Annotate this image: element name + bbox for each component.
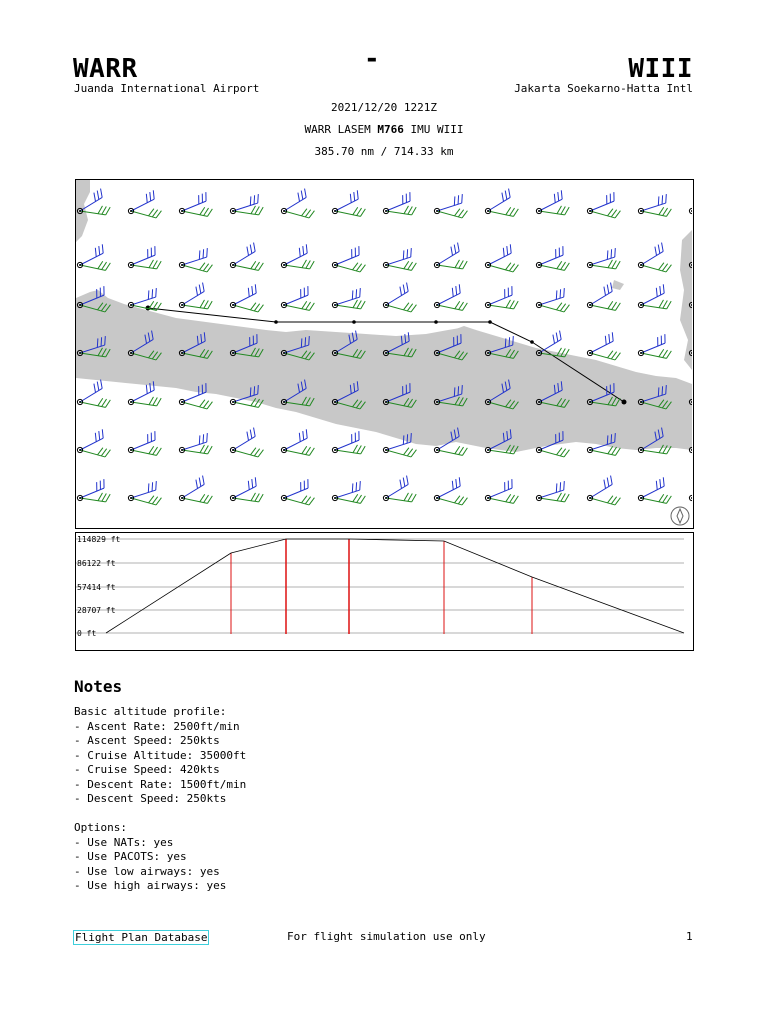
profile-gridlines — [76, 539, 684, 633]
wind-barb-icon — [485, 244, 518, 272]
wind-barb-icon — [281, 479, 314, 505]
route-waypoint — [622, 400, 627, 405]
wind-barb-icon — [332, 431, 365, 454]
wind-barb-icon — [638, 284, 671, 309]
altitude-profile-svg — [76, 533, 692, 649]
footer-disclaimer: For flight simulation use only — [287, 930, 486, 943]
wind-barb-icon — [587, 332, 620, 360]
altitude-label: 86122 ft — [77, 559, 116, 568]
notes-line: - Use high airways: yes — [74, 879, 227, 892]
altitude-profile-line — [106, 539, 684, 633]
land-bangka-island — [612, 280, 624, 290]
wind-barb-icon — [77, 429, 110, 457]
notes-line: Options: — [74, 821, 127, 834]
wind-barb-icon — [230, 477, 263, 502]
wind-barb-icon — [587, 248, 620, 269]
land-java — [76, 290, 692, 452]
wind-barb-icon — [332, 190, 365, 216]
wind-barb-icon — [638, 194, 671, 216]
wind-barb-icon — [179, 192, 212, 216]
wind-barb-icon — [281, 429, 314, 455]
notes-line: - Use PACOTS: yes — [74, 850, 187, 863]
wind-barb-icon — [536, 246, 569, 270]
wind-barb-icon — [332, 288, 365, 309]
wind-barb-icon — [383, 248, 416, 270]
wind-barb-icon — [485, 286, 518, 309]
route-airway: M766 — [377, 123, 404, 136]
wind-barb-icon — [77, 244, 110, 270]
wind-barb-icon — [536, 288, 569, 312]
wind-barb-icon — [383, 476, 416, 502]
flight-plan-database-link[interactable]: Flight Plan Database — [75, 931, 208, 944]
wind-barb-icon — [434, 243, 467, 269]
wind-barb-icon — [638, 477, 671, 503]
route-separator: - — [364, 44, 381, 74]
notes-line: - Cruise Altitude: 35000ft — [74, 749, 247, 762]
notes-line: - Descent Speed: 250kts — [74, 792, 227, 805]
wind-barb-icon — [383, 192, 416, 215]
notes-line: - Descent Rate: 1500ft/min — [74, 778, 247, 791]
wind-barb-icon — [485, 479, 518, 503]
arrival-code: WIII — [628, 54, 693, 84]
wind-barb-icon — [638, 243, 671, 272]
notes-line: - Ascent Speed: 250kts — [74, 734, 220, 747]
wind-barb-icon — [485, 189, 518, 217]
wind-barb-icon — [179, 433, 212, 454]
route-map-svg — [76, 180, 692, 527]
wind-barb-icon — [383, 283, 416, 312]
route-string — [0, 123, 768, 136]
flight-date: 2021/12/20 1221Z — [331, 101, 437, 114]
wind-barb-icon — [689, 189, 692, 215]
wind-barb-icon — [128, 246, 161, 269]
wind-barb-icon — [281, 189, 314, 218]
notes-line: - Ascent Rate: 2500ft/min — [74, 720, 240, 733]
notes-line: - Use NATs: yes — [74, 836, 174, 849]
route-distance: 385.70 nm / 714.33 km — [314, 145, 454, 158]
notes-line: - Use low airways: yes — [74, 865, 220, 878]
wind-barb-icon — [638, 334, 671, 358]
wind-barb-icon — [128, 190, 161, 218]
wind-barb-icon — [128, 431, 161, 455]
route-waypoint — [434, 320, 438, 324]
altitude-profile — [75, 532, 694, 651]
wind-barb-icon — [434, 477, 467, 505]
wind-barb-icon — [332, 246, 365, 272]
land-sumatra-edge — [680, 230, 692, 370]
wind-barb-icon — [689, 479, 692, 502]
profile-waypoint-markers — [231, 539, 532, 634]
arrival-name: Jakarta Soekarno-Hatta Intl — [514, 82, 693, 95]
wind-barb-icon — [281, 286, 314, 310]
wind-barb-icon — [179, 248, 212, 272]
page-number: 1 — [686, 930, 693, 943]
altitude-label: 0 ft — [77, 629, 97, 638]
route-waypoint — [488, 320, 492, 324]
wind-barb-icon — [77, 479, 110, 502]
notes-line: - Cruise Speed: 420kts — [74, 763, 220, 776]
departure-code: WARR — [73, 54, 138, 84]
notes-line: Basic altitude profile: — [74, 705, 227, 718]
wind-barb-icon — [77, 380, 110, 408]
wind-barb-icon — [536, 190, 569, 215]
route-suffix: IMU WIII — [403, 123, 464, 136]
wind-barb-icon — [179, 283, 212, 309]
wind-barb-icon — [230, 243, 263, 271]
wind-barb-icon — [587, 192, 620, 218]
route-map — [75, 179, 694, 529]
notes-title: Notes — [74, 677, 123, 696]
wind-barb-icon — [434, 194, 467, 218]
wind-barb-icon — [332, 481, 365, 503]
compass-rose-icon — [671, 507, 689, 525]
route-waypoint — [530, 340, 534, 344]
route-prefix: WARR LASEM — [304, 123, 378, 136]
wind-barb-icon — [587, 476, 620, 505]
wind-barb-icon — [230, 284, 263, 312]
wind-barb-icon — [281, 244, 314, 269]
wind-barb-icon — [434, 284, 467, 310]
altitude-label: 28707 ft — [77, 606, 116, 615]
wind-barb-icon — [128, 481, 161, 505]
altitude-label: 114829 ft — [77, 535, 121, 544]
route-waypoint — [274, 320, 278, 324]
departure-name: Juanda International Airport — [74, 82, 260, 95]
wind-barb-icon — [179, 476, 212, 504]
wind-barb-icon — [536, 481, 569, 502]
wind-barb-icon — [230, 194, 263, 215]
wind-barb-icon — [230, 428, 263, 457]
route-waypoint — [352, 320, 356, 324]
altitude-label: 57414 ft — [77, 583, 116, 592]
